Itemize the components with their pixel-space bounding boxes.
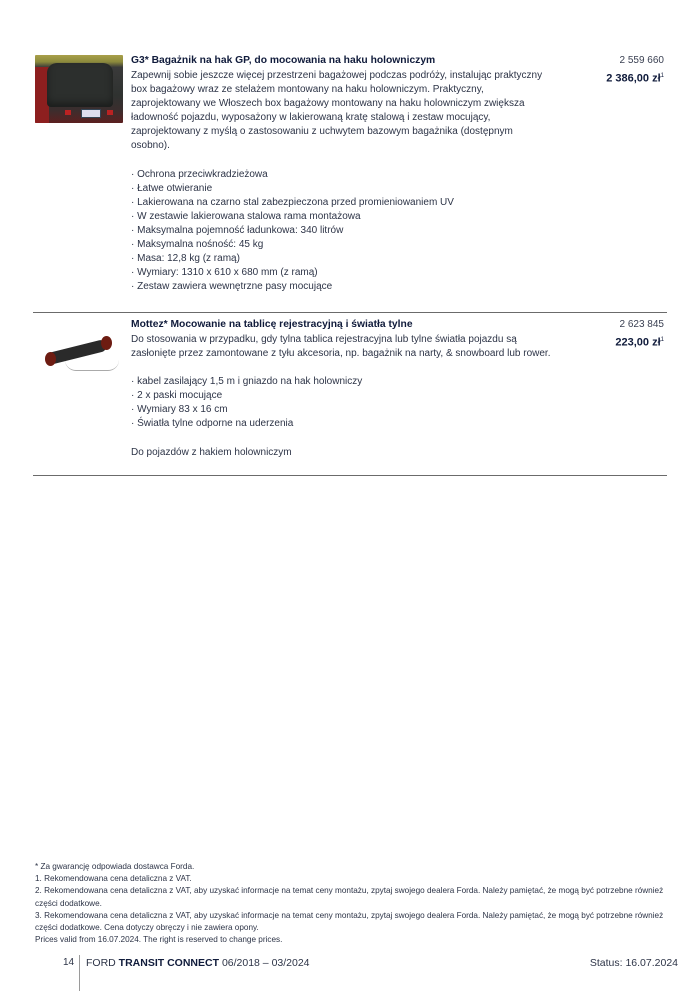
- feature-item: · Zestaw zawiera wewnętrzne pasy mocujące: [131, 280, 551, 294]
- price-footnote-ref: 1: [660, 337, 664, 343]
- feature-list: [131, 375, 551, 431]
- product-title: Mottez* Mocowanie na tablicę rejestracyjną i światła tylne: [131, 319, 413, 330]
- footnote: * Za gwarancję odpowiada dostawca Forda.: [35, 862, 195, 871]
- price: [606, 69, 664, 86]
- part-number: 2 559 660: [619, 55, 664, 66]
- roof-box-on-towbar-image: [35, 55, 123, 123]
- product-title: G3* Bagażnik na hak GP, do mocowania na haku holowniczym: [131, 55, 436, 66]
- section-divider: [33, 312, 667, 313]
- part-number: 2 623 845: [619, 319, 664, 330]
- section-divider: [33, 475, 667, 476]
- product-description: Zapewnij sobie jeszcze więcej przestrzeni bagażowej podczas podróży, instalując praktyczny box bagażowy wraz ze stelażem montowany na haku holowniczym. Praktyczny, zaprojektowany we Włoszech box bagażowy montowany na haku holowniczym zwiększa ładowność pojazdu, wyposażony w lakierowaną kratę stalową i zestaw mocujący, zaprojektowany z myślą o zastosowaniu z uchwytem bazowym bagażnika (dostępnym osobno).: [131, 70, 543, 152]
- feature-item: · Masa: 12,8 kg (z ramą): [131, 252, 551, 266]
- feature-item: · Wymiary 83 x 16 cm: [131, 403, 551, 417]
- feature-item: · Światła tylne odporne na uderzenia: [131, 417, 551, 431]
- product-description-block: [131, 333, 551, 460]
- price: [615, 333, 664, 350]
- page-number: 14: [63, 957, 75, 968]
- feature-item: · Maksymalna pojemność ładunkowa: 340 litrów: [131, 224, 551, 238]
- footnote: 1. Rekomendowana cena detaliczna z VAT.: [35, 874, 192, 884]
- footer-divider: [79, 955, 80, 991]
- feature-item: · kabel zasilający 1,5 m i gniazdo na hak holowniczy: [131, 375, 551, 389]
- price-footnote-ref: 1: [660, 73, 664, 79]
- footer-model: TRANSIT CONNECT: [118, 957, 220, 969]
- feature-item: · Maksymalna nośność: 45 kg: [131, 238, 551, 252]
- feature-item: · Wymiary: 1310 x 610 x 680 mm (z ramą): [131, 266, 551, 280]
- feature-list: [131, 168, 551, 295]
- license-plate-light-bar-image: [35, 328, 123, 378]
- feature-item: · Łatwe otwieranie: [131, 182, 551, 196]
- footer-brand: FORD: [86, 957, 116, 969]
- footnote: 2. Rekomendowana cena detaliczna z VAT, aby uzyskać informacje na temat ceny montażu, zpytaj swojego dealera Forda. Należy pamiętać, że mogą być potrzebne również części dodatkowe.: [35, 886, 664, 908]
- product-note: Do pojazdów z hakiem holowniczym: [131, 446, 292, 458]
- footer-title: [86, 957, 310, 969]
- footnote: Prices valid from 16.07.2024. The right is reserved to change prices.: [35, 935, 283, 945]
- feature-item: · Lakierowana na czarno stal zabezpieczona przed promieniowaniem UV: [131, 196, 551, 210]
- price-value: 2 386,00 zł: [606, 72, 661, 85]
- price-value: 223,00 zł: [615, 336, 661, 349]
- footnotes: [35, 861, 675, 946]
- product-description: Do stosowania w przypadku, gdy tylna tablica rejestracyjna lub tylne światła pojazdu są zasłonięte przez zamontowane z tyłu akcesoria, np. bagażnik na narty, & snowboard lub rower.: [131, 334, 551, 360]
- feature-item: · Ochrona przeciwkradzieżowa: [131, 168, 551, 182]
- product-description-block: [131, 69, 551, 294]
- footer-period: 06/2018 – 03/2024: [221, 957, 310, 969]
- footnote: 3. Rekomendowana cena detaliczna z VAT, aby uzyskać informacje na temat ceny montażu, zpytaj swojego dealera Forda. Należy pamiętać, że mogą być potrzebne również części dodatkowe. Cena dotyczy obręczy i nie zawiera opony.: [35, 910, 664, 933]
- feature-item: · 2 x paski mocujące: [131, 389, 551, 403]
- feature-item: · W zestawie lakierowana stalowa rama montażowa: [131, 210, 551, 224]
- footer-status: Status: 16.07.2024: [589, 957, 678, 969]
